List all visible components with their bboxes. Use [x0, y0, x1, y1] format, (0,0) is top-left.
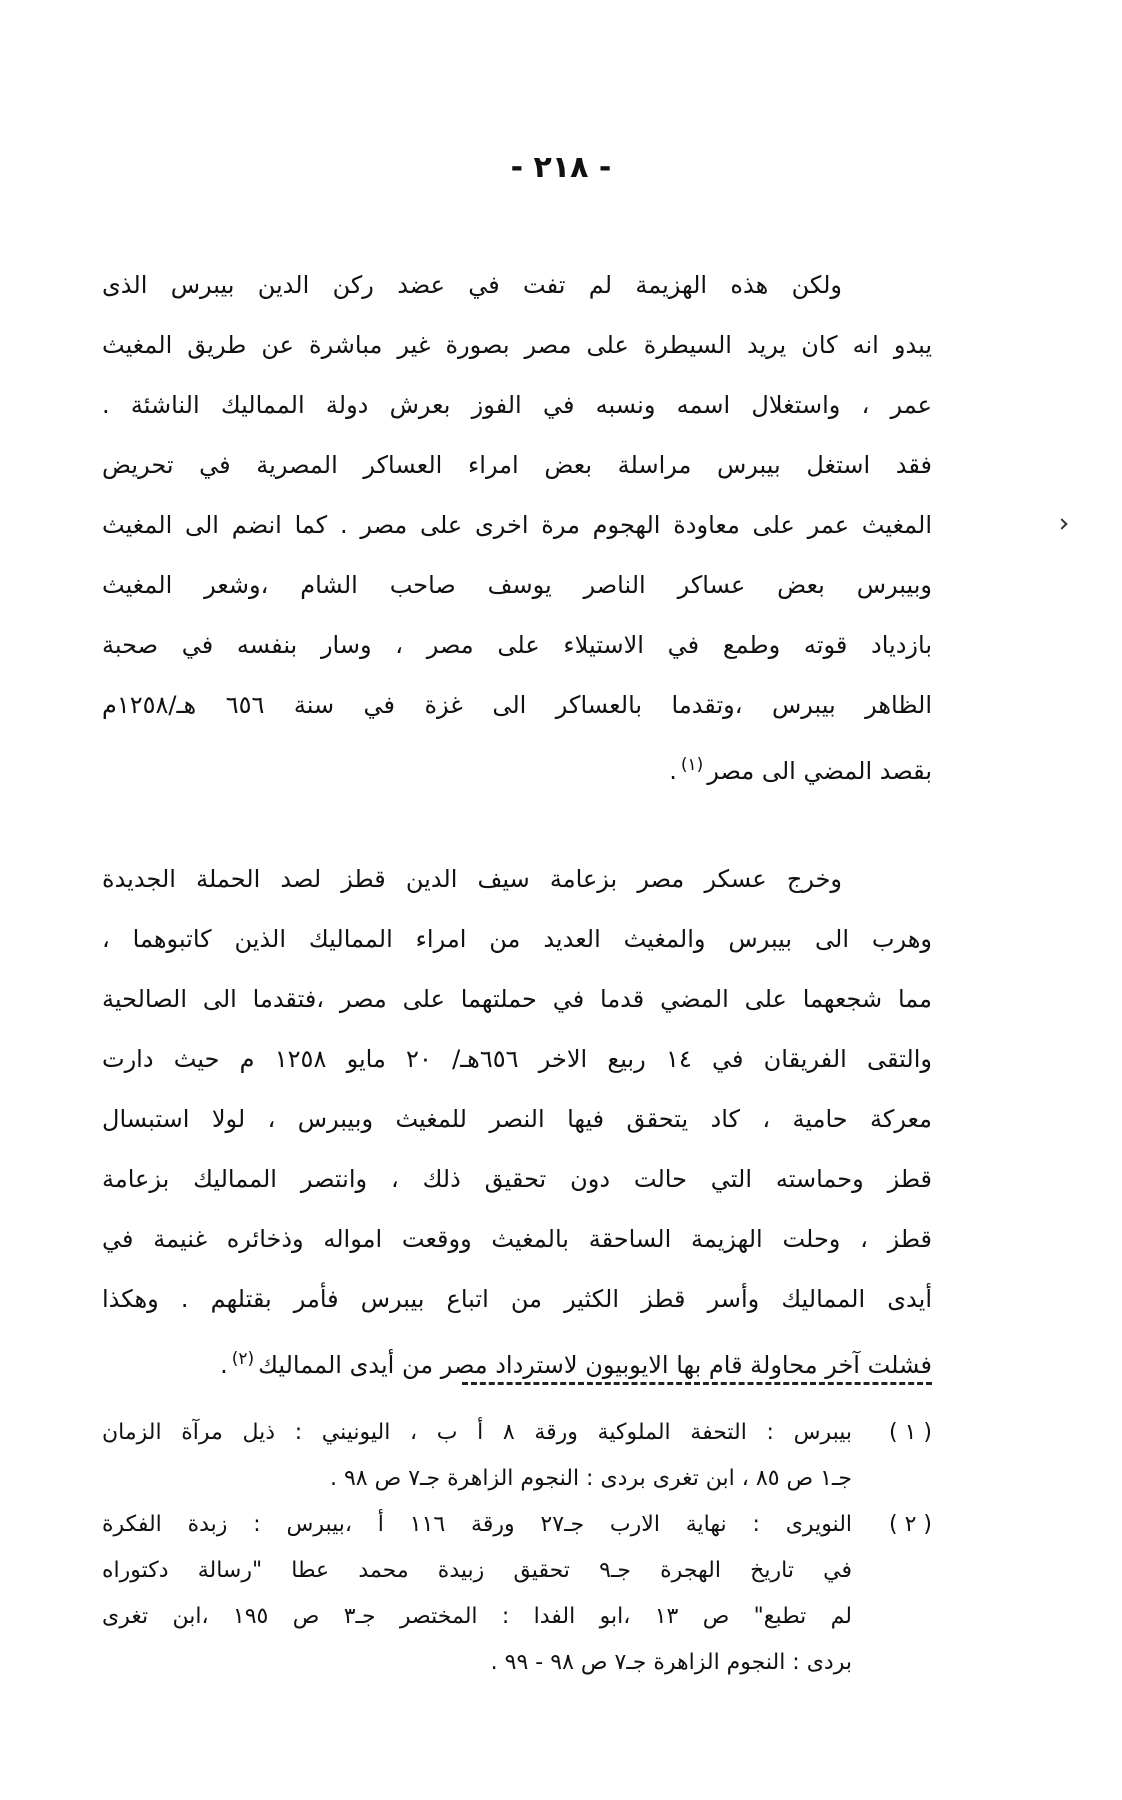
paragraph-2	[102, 849, 932, 1395]
footnote-reference: (٢)	[231, 1349, 255, 1369]
text-line: وبيبرس بعض عساكر الناصر يوسف صاحب الشام ،وشعر المغيث	[102, 571, 932, 599]
margin-mark-icon	[1056, 518, 1067, 529]
footnote-reference: (١)	[680, 755, 704, 775]
footnotes	[102, 1410, 932, 1686]
footnote-line: بيبرس : التحفة الملوكية ورقة ٨ أ ب ، اليونيني : ذيل مرآة الزمان	[102, 1420, 852, 1445]
text-line: عمر ، واستغلال اسمه ونسبه في الفوز بعرش دولة المماليك الناشئة .	[102, 391, 932, 419]
text-line: قطز وحماسته التي حالت دون تحقيق ذلك ، وانتصر المماليك بزعامة	[102, 1165, 932, 1193]
text-line-last	[102, 1329, 932, 1395]
text-line-last	[102, 735, 932, 801]
text-line: وهرب الى بيبرس والمغيث العديد من امراء المماليك الذين كاتبوهما ،	[102, 925, 932, 953]
footnote-line: في تاريخ الهجرة جـ٩ تحقيق زبيدة محمد عطا "رسالة دكتوراه	[102, 1558, 852, 1583]
footnote-line: لم تطبع" ص ١٣ ،ابو الفدا : المختصر جـ٣ ص ١٩٥ ،ابن تغرى	[102, 1604, 852, 1629]
footnote-separator	[462, 1382, 932, 1385]
text-line: معركة حامية ، كاد يتحقق فيها النصر للمغيث وبيبرس ، لولا استبسال	[102, 1105, 932, 1133]
end-mark: .	[669, 757, 677, 785]
footnote-text	[102, 1410, 852, 1502]
text-line: والتقى الفريقان في ١٤ ربيع الاخر ٦٥٦هـ/ ٢٠ مايو ١٢٥٨ م حيث دارت	[102, 1045, 932, 1073]
text-line: وخرج عسكر مصر بزعامة سيف الدين قطز لصد الحملة الجديدة	[102, 865, 842, 893]
footnote-line: النويرى : نهاية الارب جـ٢٧ ورقة ١١٦ أ ،بيبرس : زبدة الفكرة	[102, 1512, 853, 1537]
end-mark: .	[220, 1351, 228, 1379]
text-line: بازدياد قوته وطمع في الاستيلاء على مصر ، وسار بنفسه في صحبة	[102, 631, 932, 659]
text-line: ولكن هذه الهزيمة لم تفت في عضد ركن الدين بيبرس الذى	[102, 271, 842, 299]
text-line: أيدى المماليك وأسر قطز الكثير من اتباع بيبرس فأمر بقتلهم . وهكذا	[102, 1285, 932, 1313]
text-line: قطز ، وحلت الهزيمة الساحقة بالمغيث ووقعت امواله وذخائره غنيمة في	[102, 1225, 932, 1253]
paragraph-gap	[102, 801, 932, 849]
text-line: فقد استغل بيبرس مراسلة بعض امراء العساكر المصرية في تحريض	[102, 451, 932, 479]
text-line: يبدو انه كان يريد السيطرة على مصر بصورة غير مباشرة عن طريق المغيث	[102, 331, 932, 359]
footnote-2	[102, 1502, 932, 1686]
footnote-number: ( ١ )	[889, 1420, 932, 1445]
footnote-number: ( ٢ )	[889, 1512, 932, 1537]
text-line-text: فشلت آخر محاولة قام بها الايوبيون لاسترداد مصر من أيدى المماليك	[258, 1351, 932, 1379]
text-line: الظاهر بيبرس ،وتقدما بالعساكر الى غزة في سنة ٦٥٦ هـ/١٢٥٨م	[102, 691, 933, 719]
footnote-line: بردى : النجوم الزاهرة جـ٧ ص ٩٨ - ٩٩ .	[490, 1650, 852, 1675]
body-text	[102, 255, 932, 1395]
page-number: - ٢١٨ -	[510, 150, 612, 185]
footnote-text	[102, 1502, 852, 1686]
paragraph-1	[102, 255, 932, 801]
text-line: المغيث عمر على معاودة الهجوم مرة اخرى على مصر . كما انضم الى المغيث	[102, 511, 932, 539]
text-line-text: بقصد المضي الى مصر	[707, 757, 932, 785]
text-line: مما شجعهما على المضي قدما في حملتهما على مصر ،فتقدما الى الصالحية	[102, 985, 932, 1013]
footnote-1	[102, 1410, 932, 1502]
footnote-line: جـ١ ص ٨٥ ، ابن تغرى بردى : النجوم الزاهرة جـ٧ ص ٩٨ .	[329, 1466, 852, 1491]
